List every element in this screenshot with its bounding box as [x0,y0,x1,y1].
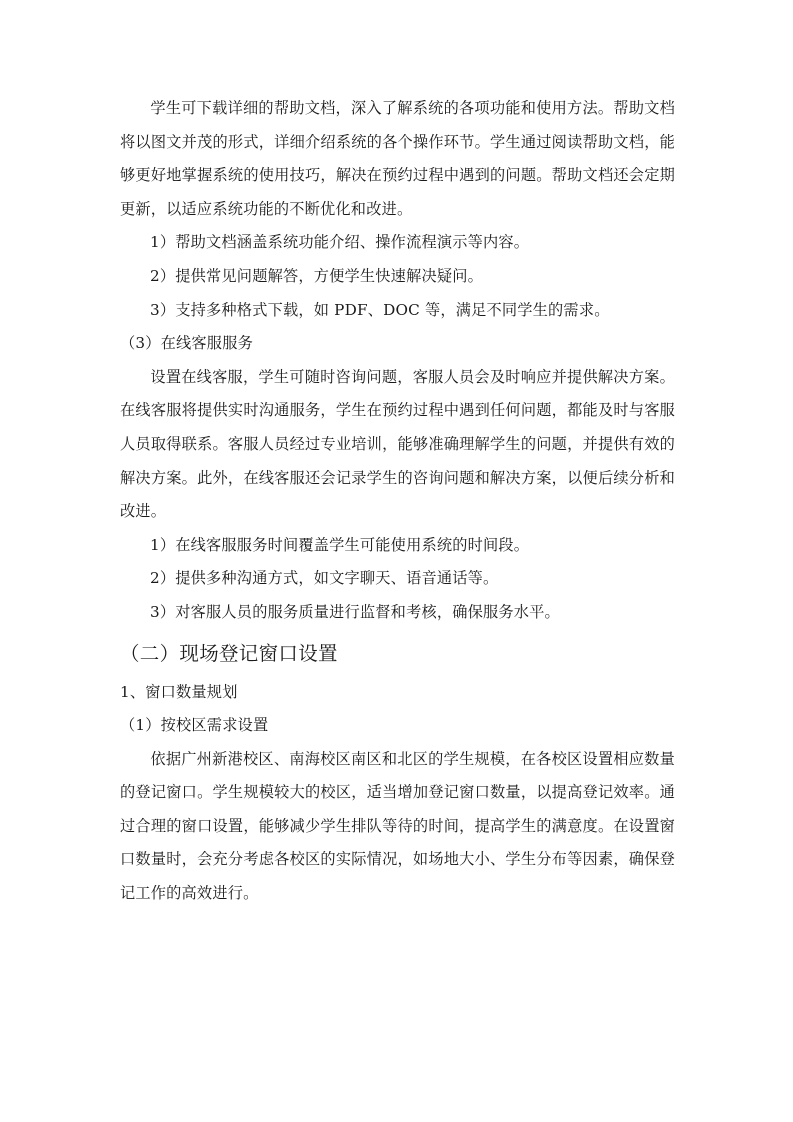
subsection-title: 1、窗口数量规划 [120,682,238,701]
help-docs-item-1: 1）帮助文档涵盖系统功能介绍、操作流程演示等内容。 [150,233,530,252]
onsite-heading: （1）按校区需求设置 [120,716,269,735]
online-service-item-1: 1）在线客服服务时间覆盖学生可能使用系统的时间段。 [150,535,530,554]
help-docs-item-2: 2）提供常见问题解答，方便学生快速解决疑问。 [150,266,484,285]
online-service-paragraph: 设置在线客服，学生可随时咨询问题，客服人员会及时响应并提供解决方案。在线客服将提供实时沟通服务，学生在预约过程中遇到任何问题，都能及时与客服人员取得联系。客服人员经过专业培训，能够准确理解学生的问题，并提供有效的解决方案。此外，在线客服还会记录学生的咨询问题和解决方案，以便后续分析和改进。 [120,367,675,521]
help-docs-item-3: 3）支持多种格式下载，如 PDF、DOC 等，满足不同学生的需求。 [150,300,610,319]
section-title: （二）现场登记窗口设置 [120,641,338,665]
onsite-paragraph: 依据广州新港校区、南海校区南区和北区的学生规模，在各校区设置相应数量的登记窗口。学生规模较大的校区，适当增加登记窗口数量，以提高登记效率。通过合理的窗口设置，能够减少学生排队等待的时间，提高学生的满意度。在设置窗口数量时，会充分考虑各校区的实际情况，如场地大小、学生分布等因素，确保登记工作的高效进行。 [120,749,675,903]
document-page [120,92,675,911]
help-docs-paragraph: 学生可下载详细的帮助文档，深入了解系统的各项功能和使用方法。帮助文档将以图文并茂的形式，详细介绍系统的各个操作环节。学生通过阅读帮助文档，能够更好地掌握系统的使用技巧，解决在预约过程中遇到的问题。帮助文档还会定期更新，以适应系统功能的不断优化和改进。 [120,99,675,218]
online-service-item-3: 3）对客服人员的服务质量进行监督和考核，确保服务水平。 [150,602,560,621]
online-service-heading: （3）在线客服服务 [120,334,253,353]
online-service-item-2: 2）提供多种沟通方式，如文字聊天、语音通话等。 [150,569,499,588]
